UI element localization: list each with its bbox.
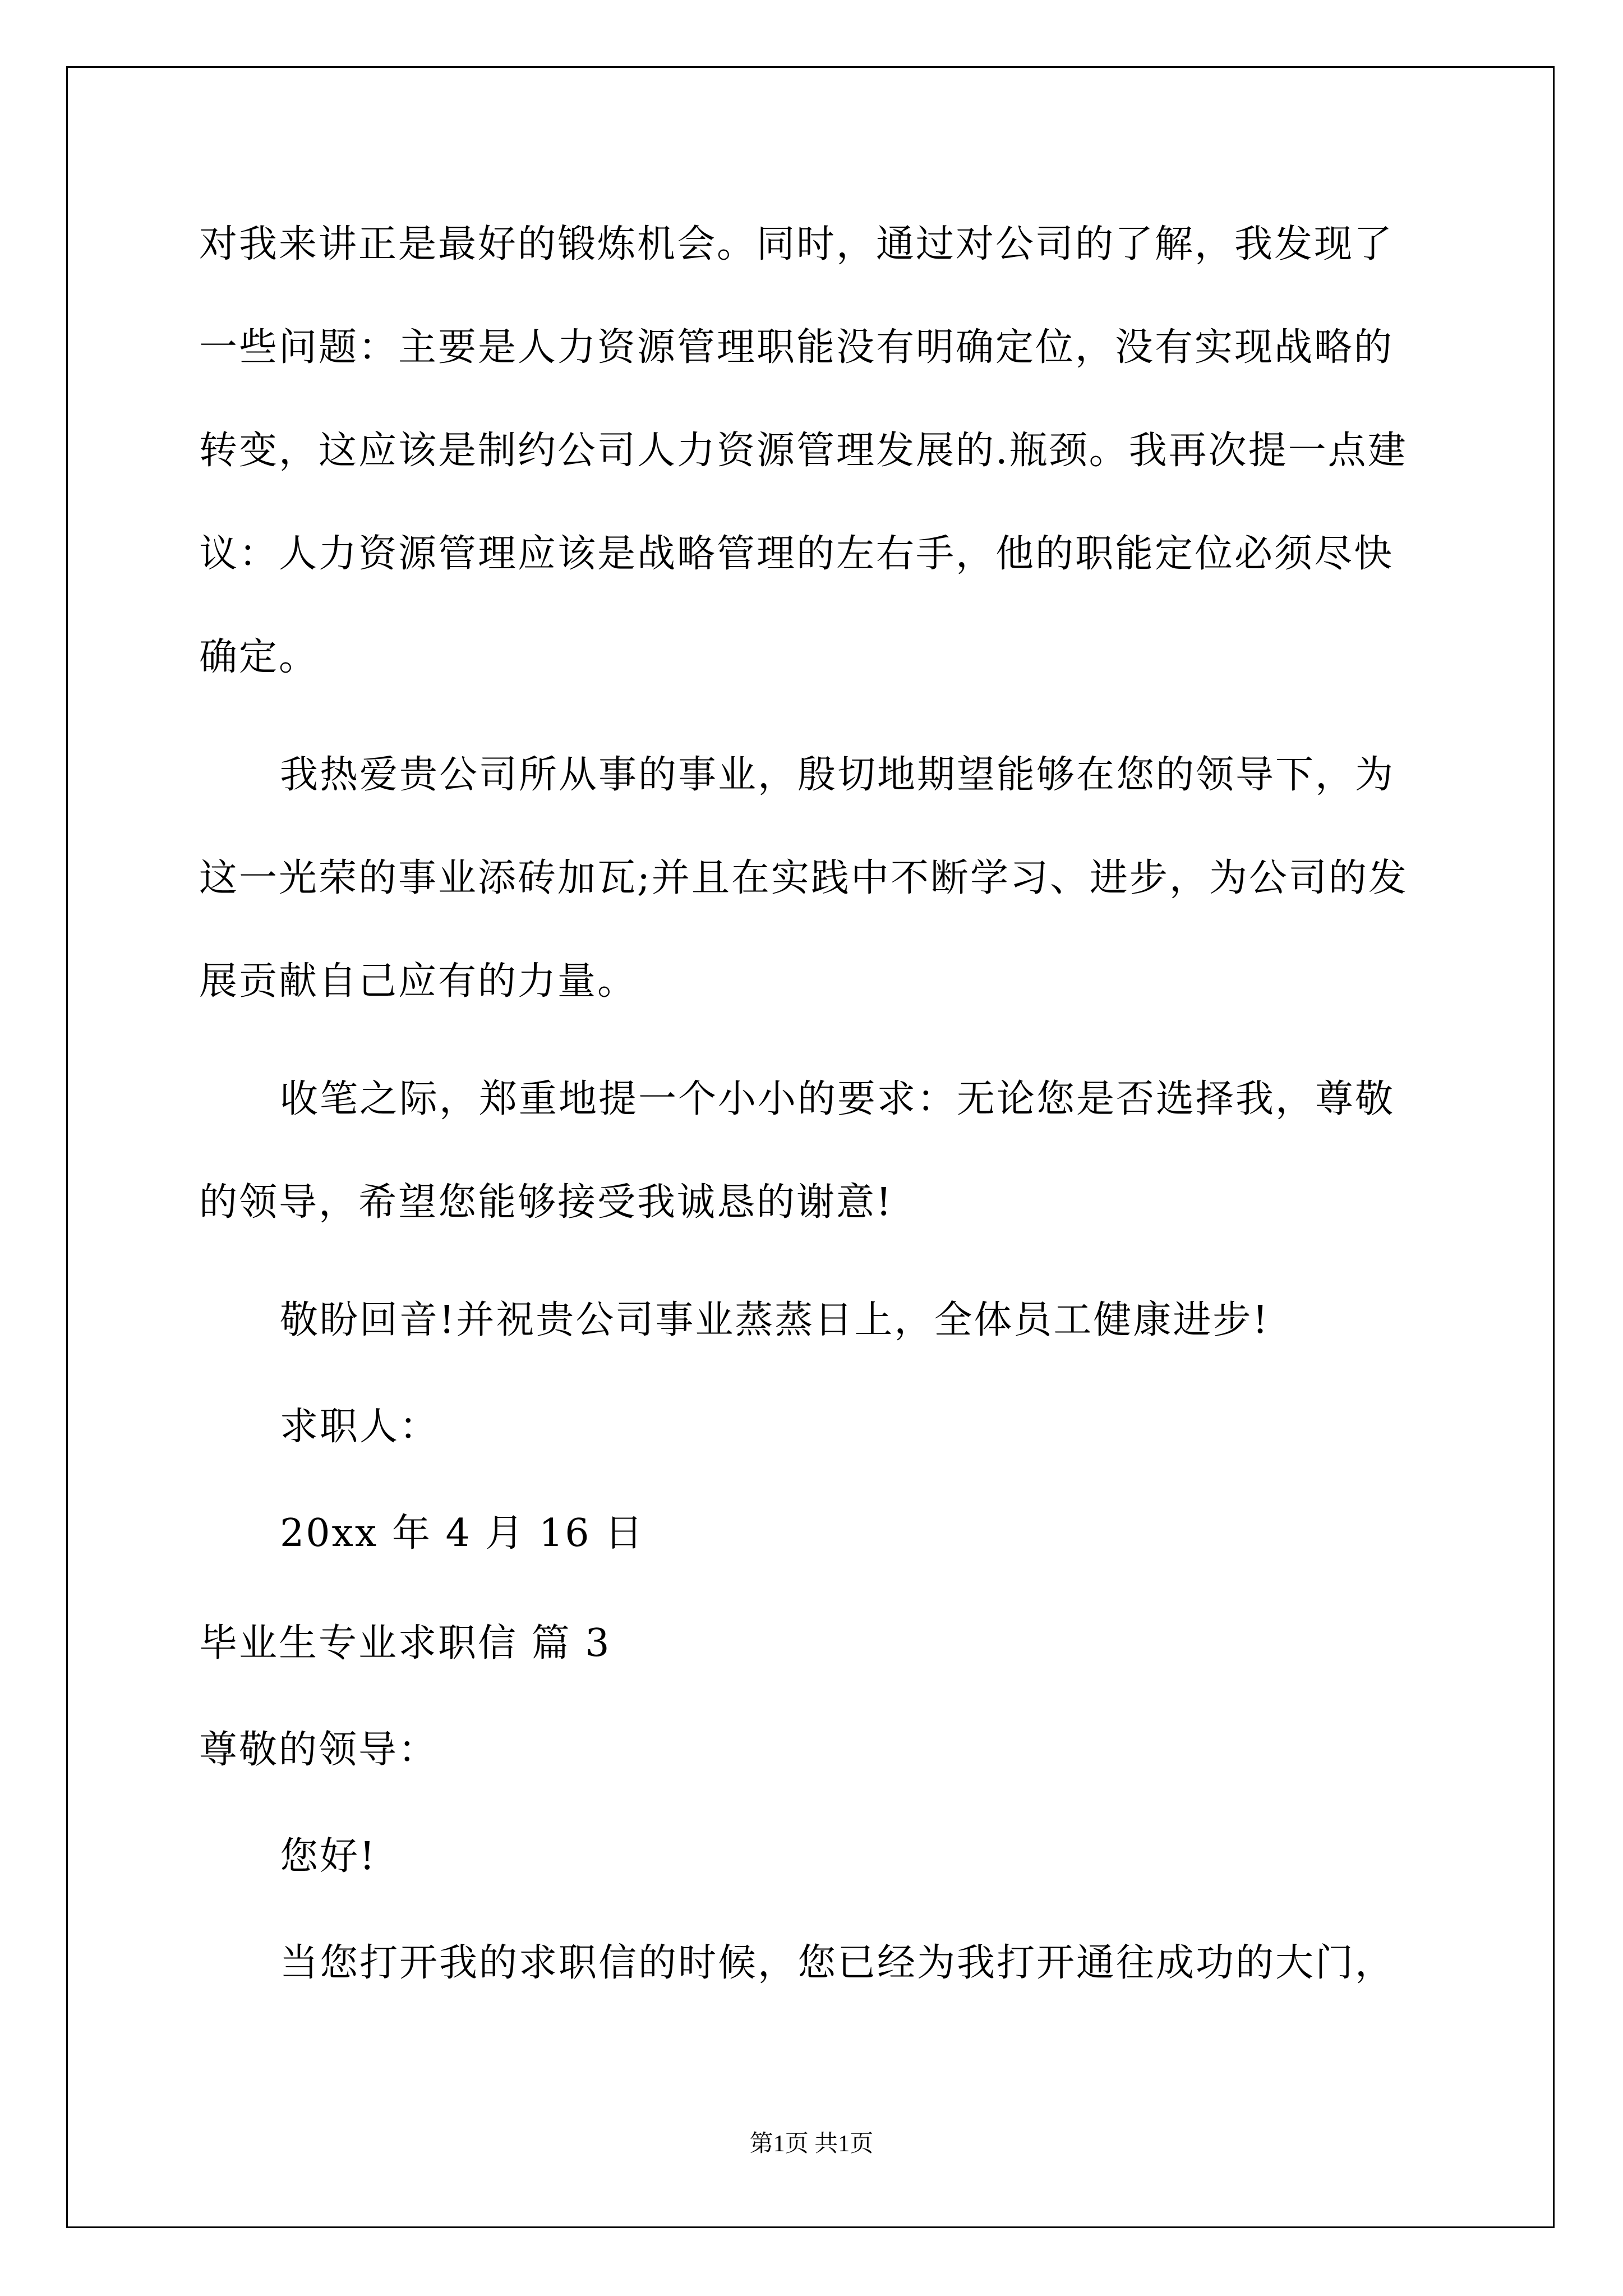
text-line: 对我来讲正是最好的锻炼机会。同时，通过对公司的了解，我发现了 bbox=[199, 222, 1394, 266]
text-line: 转变，这应该是制约公司人力资源管理发展的.瓶颈。我再次提一点建 bbox=[199, 429, 1408, 473]
text-line: 确定。 bbox=[199, 635, 319, 679]
date-line: 20xx 年 4 月 16 日 bbox=[280, 1511, 645, 1556]
paragraph-start-line: 敬盼回音!并祝贵公司事业蒸蒸日上，全体员工健康进步! bbox=[280, 1298, 1270, 1342]
text-line: 一些问题：主要是人力资源管理职能没有明确定位，没有实现战略的 bbox=[199, 325, 1394, 370]
section-heading: 毕业生专业求职信 篇 3 bbox=[199, 1621, 611, 1665]
page-border bbox=[66, 66, 1555, 2228]
greeting: 您好! bbox=[280, 1834, 377, 1879]
text-line: 议：人力资源管理应该是战略管理的左右手，他的职能定位必须尽快 bbox=[199, 532, 1394, 576]
text-line: 展贡献自己应有的力量。 bbox=[199, 959, 638, 1004]
text-line: 的领导，希望您能够接受我诚恳的谢意! bbox=[199, 1180, 893, 1225]
paragraph-start-line: 当您打开我的求职信的时候，您已经为我打开通往成功的大门， bbox=[280, 1941, 1395, 1985]
text-line: 这一光荣的事业添砖加瓦;并且在实践中不断学习、进步，为公司的发 bbox=[199, 856, 1408, 900]
signature-label: 求职人： bbox=[280, 1405, 440, 1449]
paragraph-start-line: 我热爱贵公司所从事的事业，殷切地期望能够在您的领导下，为 bbox=[280, 753, 1395, 797]
paragraph-start-line: 收笔之际，郑重地提一个小小的要求：无论您是否选择我，尊敬 bbox=[280, 1077, 1395, 1121]
page-footer: 第1页 共1页 bbox=[749, 2131, 874, 2157]
salutation: 尊敬的领导： bbox=[199, 1728, 439, 1772]
